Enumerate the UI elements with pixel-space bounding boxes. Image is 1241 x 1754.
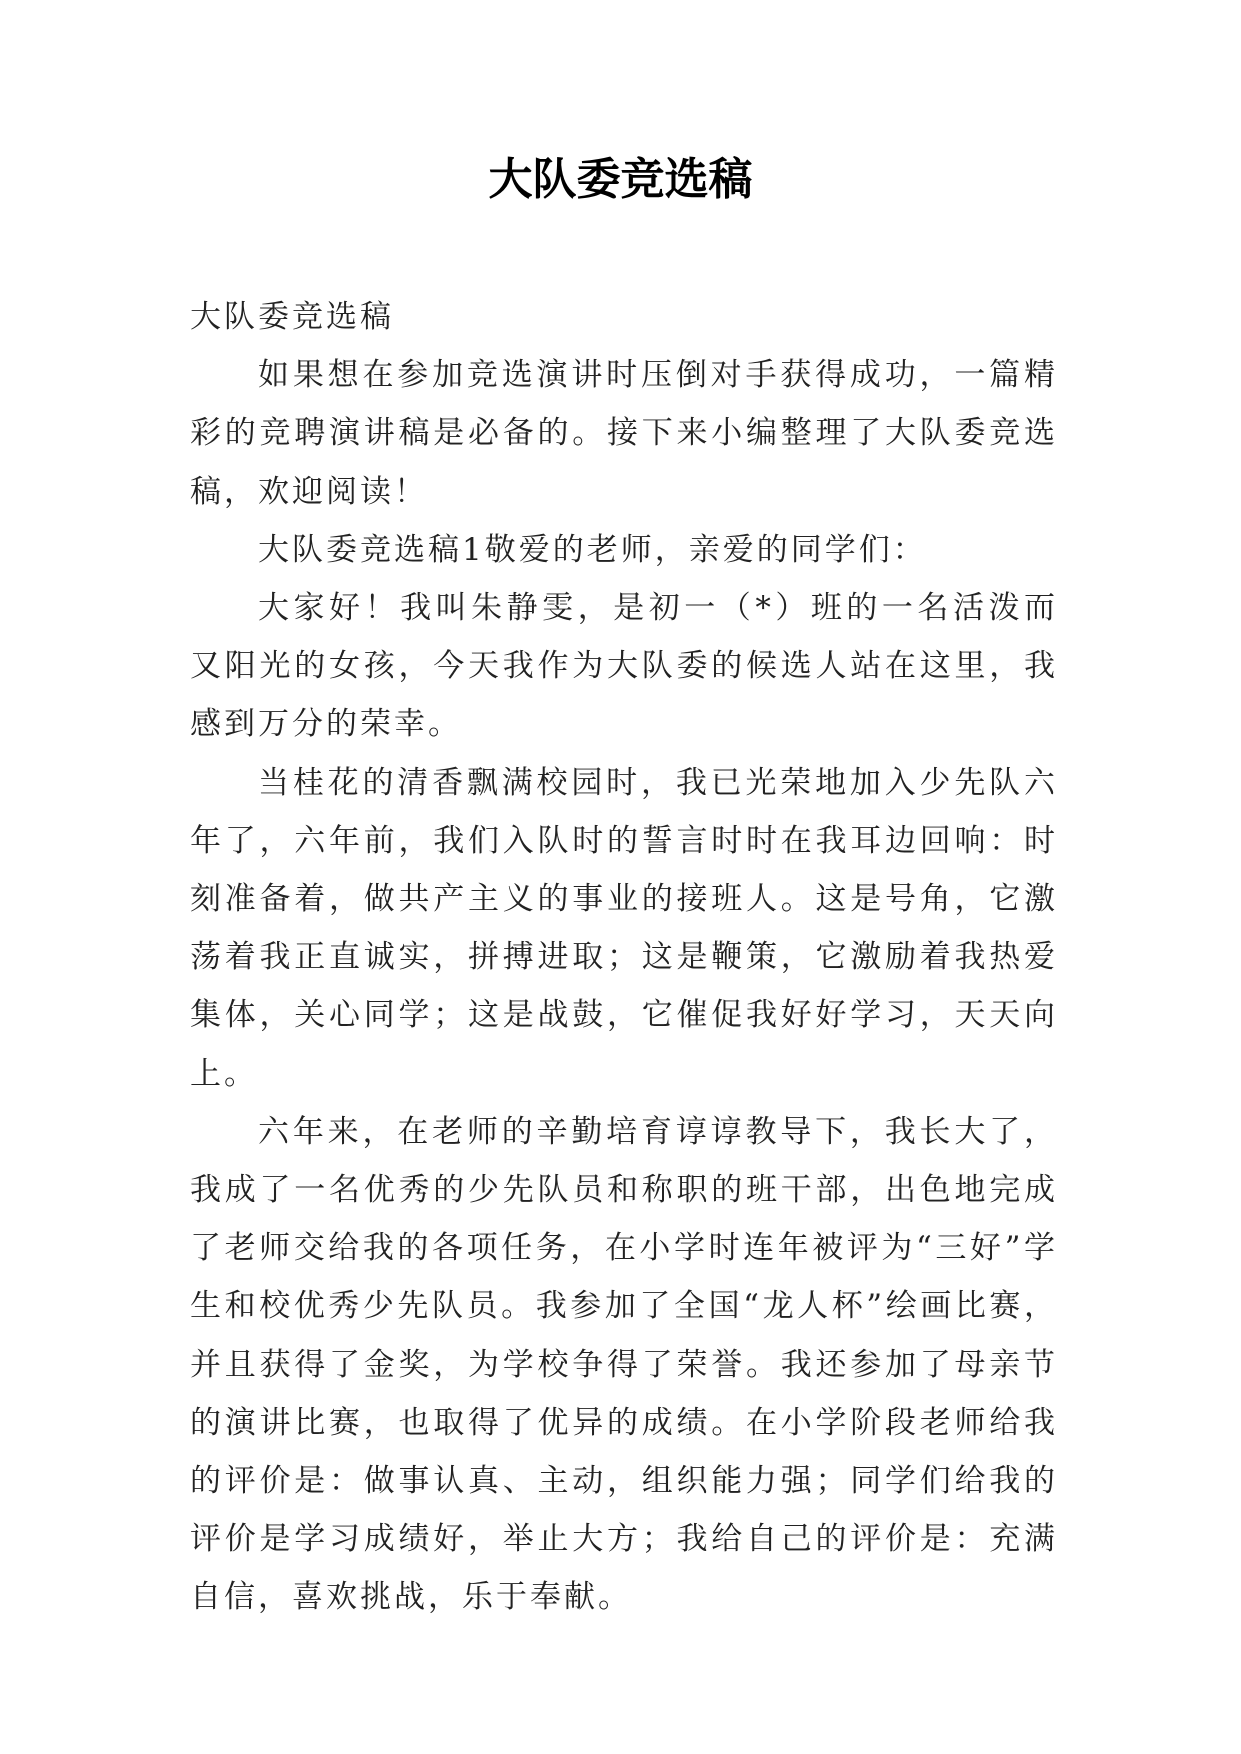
document-title: 大队委竞选稿	[488, 154, 753, 205]
intro-paragraph: 如果想在参加竞选演讲时压倒对手获得成功，一篇精彩的竞聘演讲稿是必备的。接下来小编整理了大队委竞选稿，欢迎阅读！	[190, 357, 1058, 510]
body-paragraph: 六年来，在老师的辛勤培育谆谆教导下，我长大了，我成了一名优秀的少先队员和称职的班干部，出色地完成了老师交给我的各项任务，在小学时连年被评为“三好”学生和校优秀少先队员。我参加了全国“龙人杯”绘画比赛，并且获得了金奖，为学校争得了荣誉。我还参加了母亲节的演讲比赛，也取得了优异的成绩。在小学阶段老师给我的评价是：做事认真、主动，组织能力强；同学们给我的评价是学习成绩好，举止大方；我给自己的评价是：充满自信，喜欢挑战，乐于奉献。	[190, 1113, 1058, 1616]
document-body	[190, 288, 1058, 1627]
greeting-paragraph: 大家好！我叫朱静雯，是初一（*）班的一名活泼而又阳光的女孩，今天我作为大队委的候选人站在这里，我感到万分的荣幸。	[190, 590, 1058, 743]
subtitle-paragraph: 大队委竞选稿	[190, 299, 394, 335]
body-paragraph: 当桂花的清香飘满校园时，我已光荣地加入少先队六年了，六年前，我们入队时的誓言时时在我耳边回响：时刻准备着，做共产主义的事业的接班人。这是号角，它激荡着我正直诚实，拼搏进取；这是鞭策，它激励着我热爱集体，关心同学；这是战鼓，它催促我好好学习，天天向上。	[190, 764, 1058, 1092]
salutation-paragraph: 大队委竞选稿1敬爱的老师，亲爱的同学们：	[258, 531, 927, 568]
